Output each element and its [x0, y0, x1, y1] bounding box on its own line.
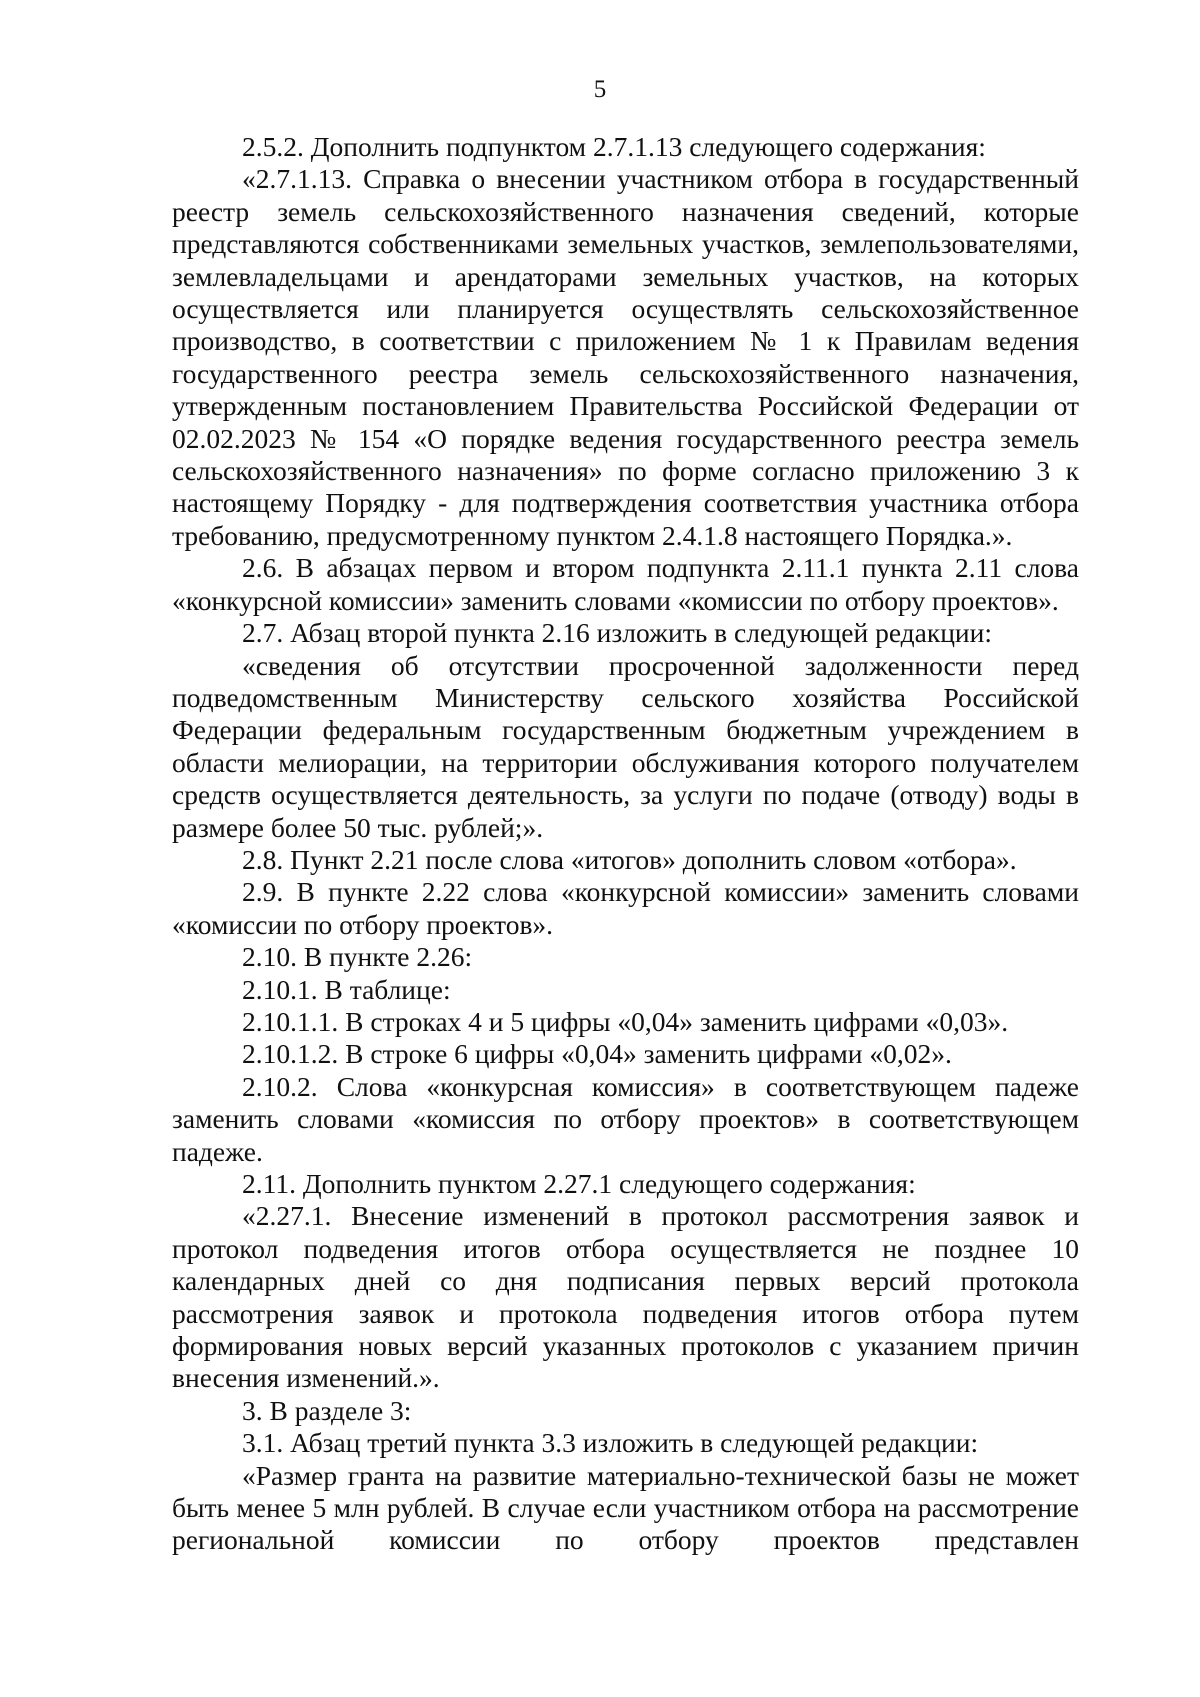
page-number: 5	[593, 76, 607, 103]
paragraph-2-7-1-13-text: «2.7.1.13. Справка о внесении участником отбора в государственный реестр земель сельскохозяйственного назначения сведений, которые представляются собственниками земельных участков, землепользователями, землевладельцами и арендаторами земельных участков, на которых осуществляется или планируется осуществлять сельскохозяйственное производство, в соответствии с приложением № 1 к Правилам ведения государственного реестра земель сельскохозяйственного назначения, утвержденным постановлением Правительства Российской Федерации от 02.02.2023 № 154 «О порядке ведения государственного реестра земель сельскохозяйственного назначения» по форме согласно приложению 3 к настоящему Порядку - для подтверждения соответствия участника отбора требованию, предусмотренному пунктом 2.4.1.8 настоящего Порядка.».	[172, 163, 1079, 551]
paragraph-2-10-1: 2.10.1. В таблице:	[242, 973, 451, 1005]
paragraph-3: 3. В разделе 3:	[242, 1394, 412, 1426]
paragraph-2-6: 2.6. В абзацах первом и втором подпункта 2.11.1 пункта 2.11 слова «конкурсной комиссии» заменить словами «комиссии по отбору проектов».	[172, 552, 1079, 616]
paragraph-3-3-text: «Размер гранта на развитие материально-технической базы не может быть менее 5 млн рублей. В случае если участником отбора на рассмотрение региональной комиссии по отбору проектов представлен	[172, 1459, 1079, 1556]
paragraph-2-10-2: 2.10.2. Слова «конкурсная комиссия» в соответствующем падеже заменить словами «комиссия по отбору проектов» в соответствующем падеже.	[172, 1070, 1079, 1167]
document-body	[172, 131, 1079, 1557]
paragraph-2-8: 2.8. Пункт 2.21 после слова «итогов» дополнить словом «отбора».	[242, 843, 1017, 875]
paragraph-2-10-1-1: 2.10.1.1. В строках 4 и 5 цифры «0,04» заменить цифрами «0,03».	[242, 1005, 1009, 1037]
paragraph-2-7: 2.7. Абзац второй пункта 2.16 изложить в следующей редакции:	[242, 617, 993, 649]
paragraph-2-16-text: «сведения об отсутствии просроченной задолженности перед подведомственным Министерству сельского хозяйства Российской Федерации федеральным государственным бюджетным учреждением в области мелиорации, на территории обслуживания которого получателем средств осуществляется деятельность, за услуги по подаче (отводу) воды в размере более 50 тыс. рублей;».	[172, 649, 1079, 843]
paragraph-2-27-1-text: «2.27.1. Внесение изменений в протокол рассмотрения заявок и протокол подведения итогов отбора осуществляется не позднее 10 календарных дней со дня подписания первых версий протокола рассмотрения заявок и протокола подведения итогов отбора путем формирования новых версий указанных протоколов с указанием причин внесения изменений.».	[172, 1200, 1079, 1394]
paragraph-2-10-1-2: 2.10.1.2. В строке 6 цифры «0,04» заменить цифрами «0,02».	[242, 1038, 952, 1070]
paragraph-3-1: 3.1. Абзац третий пункта 3.3 изложить в следующей редакции:	[242, 1427, 979, 1459]
paragraph-2-10: 2.10. В пункте 2.26:	[242, 941, 473, 973]
paragraph-2-9: 2.9. В пункте 2.22 слова «конкурсной комиссии» заменить словами «комиссии по отбору проектов».	[172, 876, 1079, 940]
paragraph-2-5-2: 2.5.2. Дополнить подпунктом 2.7.1.13 следующего содержания:	[242, 131, 986, 162]
paragraph-2-11: 2.11. Дополнить пунктом 2.27.1 следующего содержания:	[242, 1168, 916, 1199]
